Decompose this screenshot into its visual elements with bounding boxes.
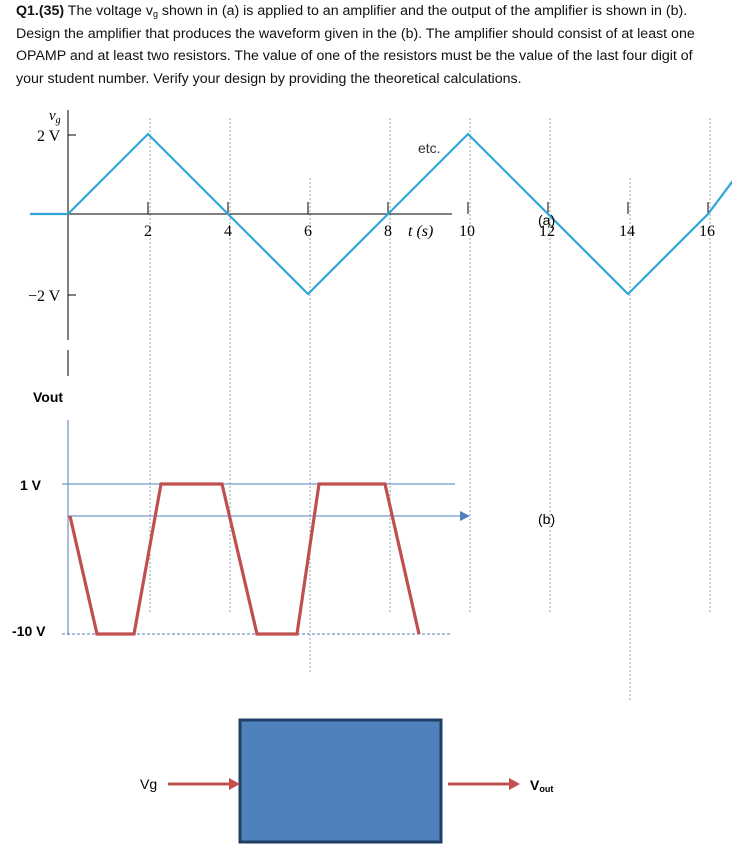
question-number: Q1.(35) xyxy=(16,3,65,19)
graph-a-y-pos-label: 2 V xyxy=(37,128,61,145)
graph-b-label: (b) xyxy=(538,511,556,527)
input-label: Vg xyxy=(140,776,158,792)
graph-b-low-label: -10 V xyxy=(12,623,46,639)
graph-a-x-tick-label-14: 14 xyxy=(619,223,635,240)
graph-a-ylabel: $v_g$ xyxy=(49,108,61,126)
question-vg-subscript: g xyxy=(152,9,158,19)
graph-a-x-tick-label-10: 10 xyxy=(459,223,475,240)
graph-a-x-tick-label-16: 16 xyxy=(699,223,715,240)
amplifier-block xyxy=(240,720,441,842)
question-text-part-2: shown in (a) is applied to an amplifier and the output of the amplifier is shown in (b). Design the amplifier that produces the waveform given in the (b). The amplifier should consist of at least one OPAMP and at least two resistors. The value of one of the resistors must be the value of the last four digit of your student number. Verify your design by providing the theoretical calculations. xyxy=(16,3,695,87)
vout-waveform xyxy=(70,484,419,634)
graph-a xyxy=(28,108,732,340)
graph-a-x-tick-label-12: 12 xyxy=(539,223,555,240)
graph-a-x-tick-marks xyxy=(148,202,708,214)
graph-a-y-neg-label: −2 V xyxy=(28,288,61,305)
graph-a-x-tick-label-2: 2 xyxy=(144,223,152,240)
graph-a-label: (a) xyxy=(538,212,556,228)
graph-a-x-tick-label-8: 8 xyxy=(384,223,392,240)
graph-a-x-tick-label-6: 6 xyxy=(304,223,312,240)
output-label: Vout xyxy=(530,777,554,794)
amplifier-block-diagram xyxy=(140,720,553,842)
output-arrow-head xyxy=(509,778,520,790)
vertical-dashed-guides xyxy=(150,118,710,702)
input-arrow-head xyxy=(229,778,240,790)
graph-b-axis-arrowhead xyxy=(460,511,470,521)
graph-a-etc-label: etc. xyxy=(418,140,441,156)
graph-b-high-label: 1 V xyxy=(20,477,42,493)
graph-a-xlabel: t (s) xyxy=(408,223,434,240)
graph-b xyxy=(12,350,555,639)
question-text-part-1: The voltage v xyxy=(64,3,153,19)
graph-b-ylabel: Vout xyxy=(33,389,64,405)
graph-a-x-tick-label-4: 4 xyxy=(224,223,232,240)
